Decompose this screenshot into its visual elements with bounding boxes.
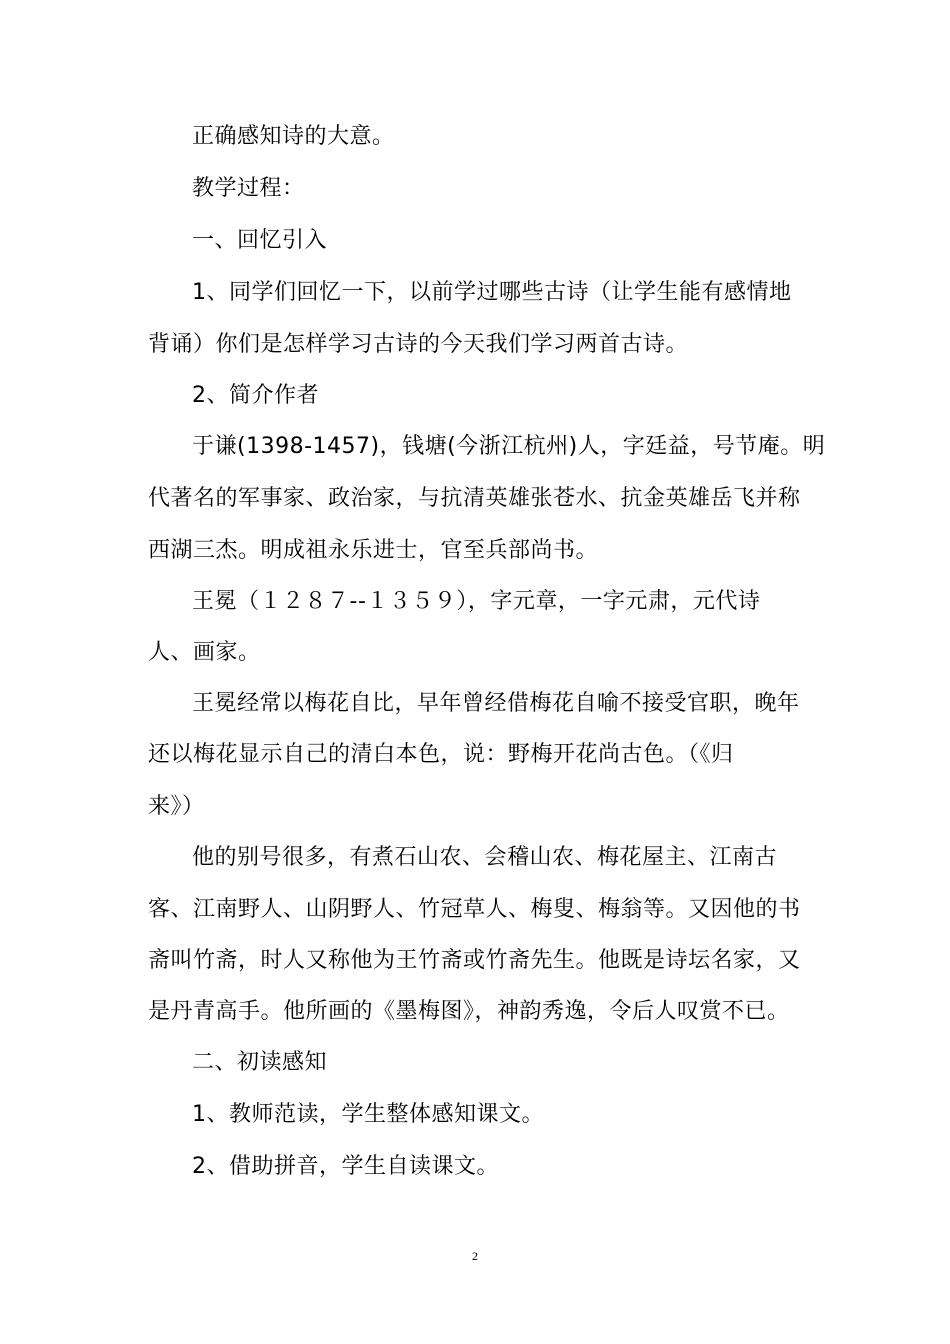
text-line: 2、简介作者 (192, 383, 319, 408)
text-line: 王冕经常以梅花自比，早年曾经借梅花自喻不接受官职，晚年 (192, 691, 800, 716)
text-line: 2、借助拼音，学生自读课文。 (192, 1154, 499, 1179)
text-line: 于谦(1398-1457)，钱塘(今浙江杭州)人，字廷益，号节庵。明 (192, 434, 826, 459)
text-line: 还以梅花显示自己的清白本色，说：野梅开花尚古色。（《归 (148, 742, 734, 767)
text-line: 人、画家。 (148, 640, 261, 665)
text-line: 正确感知诗的大意。 (192, 124, 395, 149)
text-line: 来》） (148, 794, 205, 819)
text-line: 代著名的军事家、政治家，与抗清英雄张苍水、抗金英雄岳飞并称 (148, 486, 801, 511)
text-line: 1、同学们回忆一下，以前学过哪些古诗（让学生能有感情地 (192, 280, 792, 305)
text-line: 他的别号很多，有煮石山农、会稽山农、梅花屋主、江南古 (192, 845, 778, 870)
section-heading: 一、回忆引入 (192, 228, 328, 253)
text-line: 是丹青高手。他所画的《墨梅图》，神韵秀逸，令后人叹赏不已。 (148, 999, 790, 1024)
text-line: 斋叫竹斋，时人又称他为王竹斋或竹斋先生。他既是诗坛名家，又 (148, 948, 801, 973)
text-line: 王冕（１２８７--１３５９），字元章，一字元肃，元代诗 (192, 589, 761, 614)
text-line: 西湖三杰。明成祖永乐进士，官至兵部尚书。 (148, 538, 599, 563)
text-line: 客、江南野人、山阴野人、竹冠草人、梅叟、梅翁等。又因他的书 (148, 897, 801, 922)
text-line: 教学过程： (192, 176, 305, 201)
text-line: 背诵）你们是怎样学习古诗的今天我们学习两首古诗。 (148, 332, 689, 357)
text-line: 1、教师范读，学生整体感知课文。 (192, 1102, 544, 1127)
page-number: 2 (472, 1249, 478, 1263)
section-heading: 二、初读感知 (192, 1050, 328, 1075)
